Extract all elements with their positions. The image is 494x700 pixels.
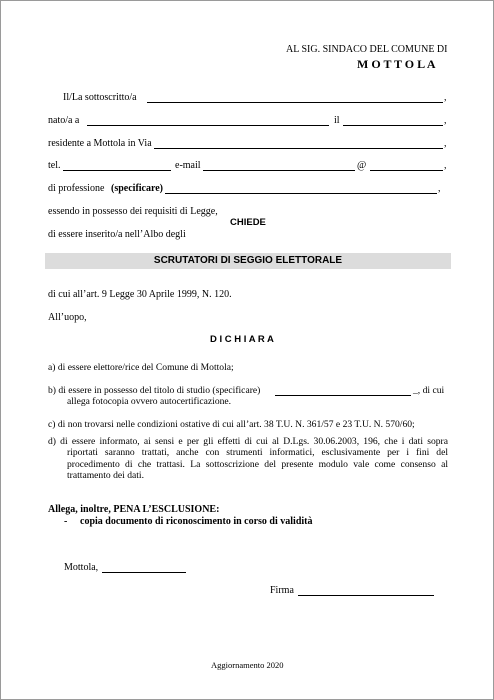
sottoscritto-label: Il/La sottoscritto/a <box>63 92 137 103</box>
comma: , <box>444 92 447 103</box>
item-d-line1: d) di essere informato, ai sensi e per gli effetti di cui al D.Lgs. 30.06.2003, 196, che i dati sopra <box>48 436 448 447</box>
update-note: Aggiornamento 2020 <box>211 660 284 670</box>
address-field[interactable] <box>154 148 443 149</box>
place-label: Mottola, <box>64 562 99 573</box>
banner <box>45 253 451 269</box>
comma: , <box>438 183 441 194</box>
email-domain-field[interactable] <box>370 170 443 171</box>
comma: , <box>444 115 447 126</box>
legge-text: di cui all’art. 9 Legge 30 Aprile 1999, N. 120. <box>48 289 232 300</box>
allega-bullet: - <box>64 516 68 527</box>
signature-field[interactable] <box>298 595 434 596</box>
tel-label: tel. <box>48 160 61 171</box>
phone-field[interactable] <box>63 170 171 171</box>
item-c: c) di non trovarsi nelle condizioni ostative di cui all’art. 38 T.U. N. 361/57 e 23 T.U. N. 570/60; <box>48 419 415 430</box>
item-b-end: _, di cui <box>413 385 445 396</box>
nato-label: nato/a a <box>48 115 80 126</box>
email-label: e-mail <box>175 160 201 171</box>
comma: , <box>444 160 447 171</box>
birthdate-field[interactable] <box>343 125 443 126</box>
name-field[interactable] <box>147 102 443 103</box>
il-label: il <box>334 115 340 126</box>
professione-label: di professione <box>48 183 105 194</box>
dichiara-heading: D I C H I A R A <box>210 334 274 345</box>
item-b-line2: allega fotocopia ovvero autocertificazione. <box>67 396 232 407</box>
title-of-study-field[interactable] <box>275 395 411 396</box>
profession-field[interactable] <box>165 193 437 194</box>
firma-label: Firma <box>270 585 294 596</box>
city-name: M O T T O L A <box>357 57 436 71</box>
comma: , <box>444 138 447 149</box>
item-d-rest: riportati saranno trattati, anche con strumenti informatici, esclusivamente per i fini del procedimento di che trattasi. La sottoscrizione del presente modulo vale come consenso al trattamento dei dati. <box>67 447 448 481</box>
alluopo-text: All’uopo, <box>48 312 87 323</box>
date-field[interactable] <box>102 572 186 573</box>
email-user-field[interactable] <box>203 170 355 171</box>
item-a: a) di essere elettore/rice del Comune di Mottola; <box>48 362 234 373</box>
residente-label: residente a Mottola in Via <box>48 138 152 149</box>
birthplace-field[interactable] <box>87 125 329 126</box>
allega-item: copia documento di riconoscimento in corso di validità <box>80 516 313 527</box>
addressee-line: AL SIG. SINDACO DEL COMUNE DI <box>286 44 448 55</box>
item-b-start: b) di essere in possesso del titolo di studio (specificare) <box>48 385 261 396</box>
specificare-label: (specificare) <box>111 183 164 194</box>
allega-title: Allega, inoltre, PENA L’ESCLUSIONE: <box>48 504 220 515</box>
requisiti-text: essendo in possesso dei requisiti di Legge, <box>48 206 218 217</box>
chiede-heading: CHIEDE <box>230 217 266 228</box>
albo-text: di essere inserito/a nell’Albo degli <box>48 229 186 240</box>
at-sign: @ <box>357 160 367 171</box>
banner-title: SCRUTATORI DI SEGGIO ELETTORALE <box>153 255 343 266</box>
